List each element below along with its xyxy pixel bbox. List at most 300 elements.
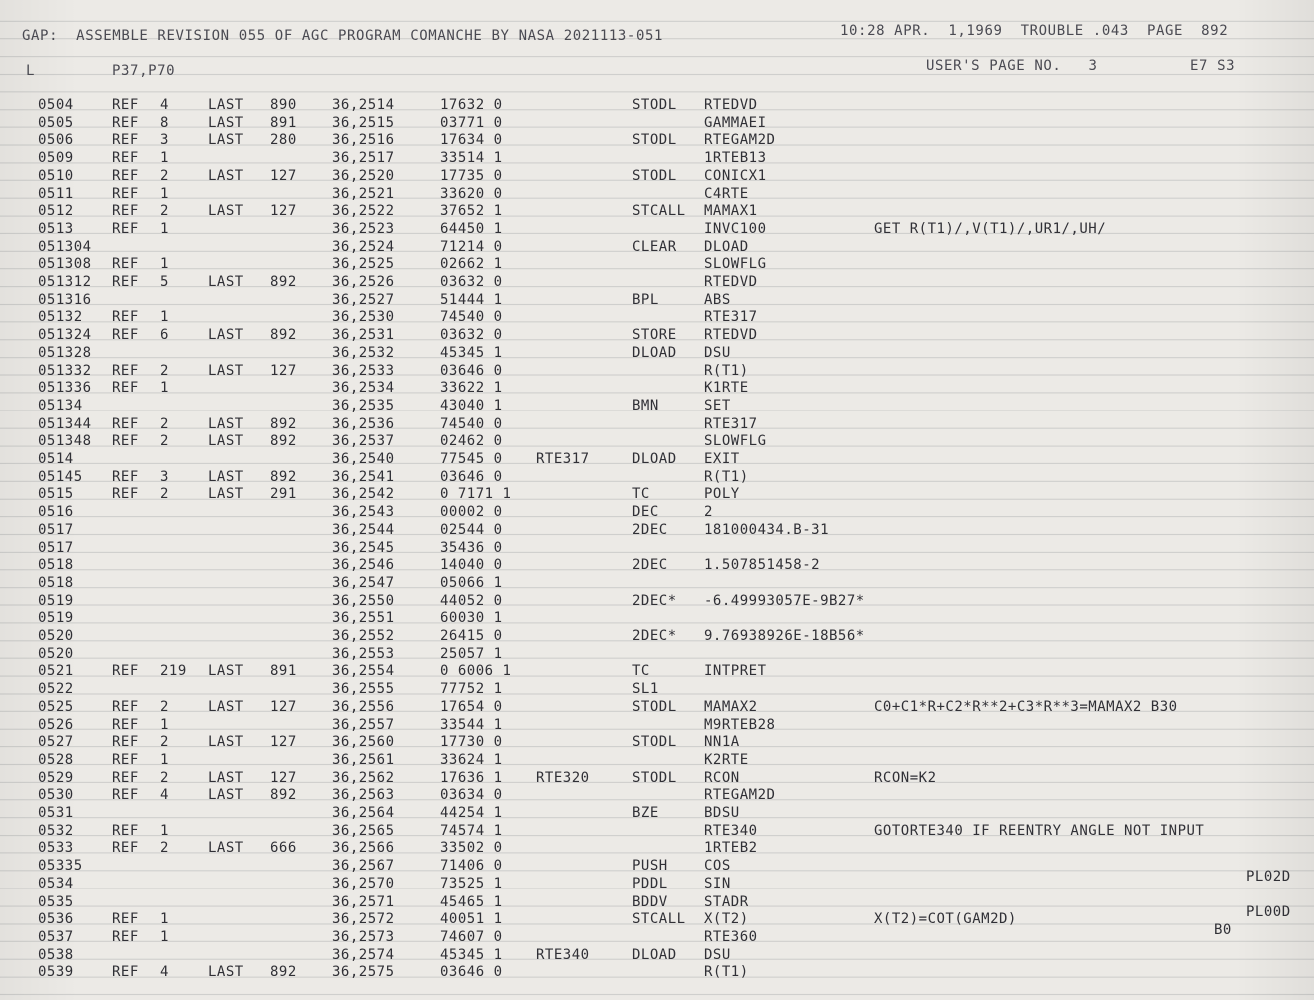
- ref-count: 2: [160, 698, 169, 715]
- line-number: 051344: [38, 415, 92, 432]
- margin-note: B0: [1214, 921, 1232, 938]
- last-page: 291: [270, 486, 297, 503]
- ref-flag: REF: [112, 663, 139, 680]
- opcode: PDDL: [632, 875, 668, 892]
- opcode: BDDV: [632, 893, 668, 910]
- line-number: 051316: [38, 291, 92, 308]
- operand: SET: [704, 397, 731, 414]
- ref-count: 1: [160, 911, 169, 928]
- last-page: 892: [270, 327, 297, 344]
- listing-row: [0, 291, 1314, 309]
- opcode: DLOAD: [632, 451, 677, 467]
- last-flag: LAST: [208, 274, 244, 290]
- octal-word: 33624 1: [440, 751, 503, 768]
- line-number: 0522: [38, 681, 74, 698]
- listing-row: [0, 468, 1314, 486]
- address: 36,2547: [332, 574, 395, 591]
- ref-count: 2: [160, 769, 169, 786]
- line-number: 0512: [38, 203, 74, 220]
- address: 36,2571: [332, 893, 395, 910]
- octal-word: 71214 0: [440, 238, 503, 255]
- header-code: E7 S3: [1190, 58, 1236, 74]
- ref-flag: REF: [112, 698, 139, 715]
- octal-word: 02544 0: [440, 521, 503, 538]
- ref-count: 5: [160, 274, 169, 290]
- octal-word: 03632 0: [440, 327, 503, 344]
- line-number: 0538: [38, 946, 74, 963]
- last-flag: LAST: [208, 964, 244, 981]
- opcode: DLOAD: [632, 344, 677, 361]
- operand: K2RTE: [704, 751, 749, 768]
- listing-row: [0, 574, 1314, 592]
- last-flag: LAST: [208, 698, 244, 715]
- ref-flag: REF: [112, 964, 139, 981]
- line-number: 0515: [38, 486, 74, 503]
- ref-flag: REF: [112, 362, 139, 379]
- octal-word: 17654 0: [440, 698, 503, 715]
- ref-count: 1: [160, 751, 169, 768]
- listing-row: [0, 485, 1314, 503]
- listing-row: [0, 273, 1314, 291]
- octal-word: 33514 1: [440, 150, 503, 167]
- last-page: 127: [270, 203, 297, 220]
- listing-row: [0, 592, 1314, 610]
- octal-word: 14040 0: [440, 557, 503, 574]
- operand: RCON: [704, 769, 740, 786]
- octal-word: 71406 0: [440, 858, 503, 875]
- line-number: 0534: [38, 875, 74, 892]
- ref-flag: REF: [112, 486, 139, 503]
- listing-row: [0, 326, 1314, 344]
- label: RTE340: [536, 946, 590, 963]
- line-number: 0518: [38, 557, 74, 574]
- margin-note: PL02D: [1246, 868, 1291, 885]
- operand: 181000434.B-31: [704, 521, 830, 538]
- line-number: 0536: [38, 911, 74, 928]
- ref-count: 2: [160, 362, 169, 379]
- comment: GOTORTE340 IF REENTRY ANGLE NOT INPUT: [874, 822, 1205, 839]
- last-page: 127: [270, 769, 297, 786]
- octal-word: 77752 1: [440, 681, 503, 698]
- ref-count: 1: [160, 928, 169, 945]
- address: 36,2545: [332, 539, 395, 556]
- line-number: 0529: [38, 769, 74, 786]
- opcode: STODL: [632, 734, 677, 751]
- octal-word: 0 7171 1: [440, 486, 512, 503]
- line-number: 0520: [38, 645, 74, 662]
- octal-word: 40051 1: [440, 911, 503, 928]
- line-number: 0520: [38, 628, 74, 644]
- operand: POLY: [704, 486, 740, 503]
- line-number: 0539: [38, 964, 74, 981]
- listing-row: [0, 910, 1314, 928]
- ref-flag: REF: [112, 150, 139, 167]
- address: 36,2566: [332, 840, 395, 857]
- address: 36,2515: [332, 114, 395, 131]
- header-program: P37,P70: [112, 63, 176, 79]
- operand: BDSU: [704, 805, 740, 821]
- last-page: 280: [270, 132, 297, 149]
- header-user-page: USER'S PAGE NO. 3: [926, 58, 1098, 74]
- opcode: STODL: [632, 769, 677, 786]
- operand: CONICX1: [704, 167, 767, 184]
- ref-flag: REF: [112, 822, 139, 839]
- operand: K1RTE: [704, 380, 749, 397]
- operand: GAMMAEI: [704, 114, 767, 131]
- ref-count: 2: [160, 167, 169, 184]
- operand: EXIT: [704, 451, 740, 467]
- opcode: DEC: [632, 504, 659, 521]
- last-flag: LAST: [208, 167, 244, 184]
- last-flag: LAST: [208, 663, 244, 680]
- octal-word: 77545 0: [440, 451, 503, 467]
- line-number: 0519: [38, 592, 74, 609]
- listing-row: [0, 627, 1314, 645]
- ref-flag: REF: [112, 97, 139, 113]
- operand: RTEDVD: [704, 274, 758, 290]
- last-page: 127: [270, 167, 297, 184]
- last-page: 127: [270, 734, 297, 751]
- opcode: STODL: [632, 97, 677, 113]
- address: 36,2550: [332, 592, 395, 609]
- octal-word: 02462 0: [440, 433, 503, 450]
- listing-row: [0, 539, 1314, 557]
- listing-row: [0, 698, 1314, 716]
- listing-row: [0, 114, 1314, 132]
- address: 36,2531: [332, 327, 395, 344]
- operand: ABS: [704, 291, 731, 308]
- listing-row: [0, 503, 1314, 521]
- address: 36,2554: [332, 663, 395, 680]
- octal-word: 64450 1: [440, 220, 503, 237]
- operand: MAMAX1: [704, 203, 758, 220]
- last-flag: LAST: [208, 415, 244, 432]
- opcode: 2DEC: [632, 557, 668, 574]
- opcode: STORE: [632, 327, 677, 344]
- ref-flag: REF: [112, 716, 139, 733]
- address: 36,2564: [332, 805, 395, 821]
- last-flag: LAST: [208, 787, 244, 804]
- listing-row: [0, 96, 1314, 114]
- line-number: 0509: [38, 150, 74, 167]
- operand: -6.49993057E-9B27*: [704, 592, 865, 609]
- line-number: 0517: [38, 539, 74, 556]
- address: 36,2537: [332, 433, 395, 450]
- opcode: 2DEC: [632, 521, 668, 538]
- octal-word: 43040 1: [440, 397, 503, 414]
- line-number: 051328: [38, 344, 92, 361]
- operand: R(T1): [704, 964, 749, 981]
- ref-flag: REF: [112, 433, 139, 450]
- last-page: 892: [270, 468, 297, 485]
- line-number: 05335: [38, 858, 83, 875]
- octal-word: 35436 0: [440, 539, 503, 556]
- address: 36,2534: [332, 380, 395, 397]
- operand: R(T1): [704, 362, 749, 379]
- octal-word: 03771 0: [440, 114, 503, 131]
- ref-flag: REF: [112, 751, 139, 768]
- listing-row: [0, 822, 1314, 840]
- line-number: 05145: [38, 468, 83, 485]
- listing-row: [0, 220, 1314, 238]
- listing-row: [0, 362, 1314, 380]
- ref-count: 1: [160, 822, 169, 839]
- last-flag: LAST: [208, 486, 244, 503]
- listing-row: [0, 521, 1314, 539]
- line-number: 0527: [38, 734, 74, 751]
- ref-count: 4: [160, 97, 169, 113]
- line-number: 0525: [38, 698, 74, 715]
- ref-flag: REF: [112, 787, 139, 804]
- operand: RTE317: [704, 309, 758, 326]
- opcode: 2DEC*: [632, 592, 677, 609]
- ref-flag: REF: [112, 928, 139, 945]
- operand: DLOAD: [704, 238, 749, 255]
- listing-row: [0, 450, 1314, 468]
- address: 36,2560: [332, 734, 395, 751]
- octal-word: 45465 1: [440, 893, 503, 910]
- line-number: 0511: [38, 185, 74, 202]
- address: 36,2542: [332, 486, 395, 503]
- address: 36,2570: [332, 875, 395, 892]
- line-number: 0513: [38, 220, 74, 237]
- label: RTE317: [536, 451, 590, 467]
- line-number: 0535: [38, 893, 74, 910]
- last-flag: LAST: [208, 769, 244, 786]
- listing-row: [0, 415, 1314, 433]
- address: 36,2561: [332, 751, 395, 768]
- operand: INTPRET: [704, 663, 767, 680]
- listing-row: [0, 238, 1314, 256]
- ref-count: 2: [160, 486, 169, 503]
- last-page: 892: [270, 415, 297, 432]
- address: 36,2523: [332, 220, 395, 237]
- line-number: 0517: [38, 521, 74, 538]
- opcode: SL1: [632, 681, 659, 698]
- octal-word: 03632 0: [440, 274, 503, 290]
- ref-count: 6: [160, 327, 169, 344]
- octal-word: 33622 1: [440, 380, 503, 397]
- last-flag: LAST: [208, 362, 244, 379]
- address: 36,2530: [332, 309, 395, 326]
- operand: DSU: [704, 946, 731, 963]
- opcode: STCALL: [632, 911, 686, 928]
- line-number: 051332: [38, 362, 92, 379]
- operand: RTE340: [704, 822, 758, 839]
- ref-flag: REF: [112, 132, 139, 149]
- label: RTE320: [536, 769, 590, 786]
- ref-flag: REF: [112, 327, 139, 344]
- address: 36,2533: [332, 362, 395, 379]
- listing-row: [0, 308, 1314, 326]
- comment: RCON=K2: [874, 769, 937, 786]
- line-number: 0516: [38, 504, 74, 521]
- operand: 1.507851458-2: [704, 557, 821, 574]
- listing-row: [0, 149, 1314, 167]
- ref-count: 1: [160, 185, 169, 202]
- address: 36,2522: [332, 203, 395, 220]
- ref-flag: REF: [112, 380, 139, 397]
- opcode: CLEAR: [632, 238, 677, 255]
- address: 36,2567: [332, 858, 395, 875]
- listing-row: [0, 397, 1314, 415]
- line-number: 051312: [38, 274, 92, 290]
- operand: 2: [704, 504, 713, 521]
- last-page: 892: [270, 964, 297, 981]
- octal-word: 17636 1: [440, 769, 503, 786]
- listing-row: [0, 202, 1314, 220]
- ref-count: 3: [160, 468, 169, 485]
- ref-count: 2: [160, 415, 169, 432]
- line-number: 051336: [38, 380, 92, 397]
- last-flag: LAST: [208, 203, 244, 220]
- opcode: STODL: [632, 132, 677, 149]
- octal-word: 17730 0: [440, 734, 503, 751]
- listing-row: [0, 344, 1314, 362]
- octal-word: 33544 1: [440, 716, 503, 733]
- address: 36,2544: [332, 521, 395, 538]
- address: 36,2543: [332, 504, 395, 521]
- address: 36,2524: [332, 238, 395, 255]
- ref-flag: REF: [112, 734, 139, 751]
- address: 36,2540: [332, 451, 395, 467]
- line-number: 0514: [38, 451, 74, 467]
- operand: DSU: [704, 344, 731, 361]
- ref-count: 1: [160, 309, 169, 326]
- ref-flag: REF: [112, 185, 139, 202]
- line-number: 0510: [38, 167, 74, 184]
- ref-count: 1: [160, 150, 169, 167]
- operand: 1RTEB2: [704, 840, 758, 857]
- operand: RTE360: [704, 928, 758, 945]
- line-number: 0533: [38, 840, 74, 857]
- octal-word: 74540 0: [440, 309, 503, 326]
- operand: RTEGAM2D: [704, 132, 776, 149]
- line-number: 0505: [38, 114, 74, 131]
- comment: C0+C1*R+C2*R**2+C3*R**3=MAMAX2 B30: [874, 698, 1178, 715]
- opcode: BZE: [632, 805, 659, 821]
- address: 36,2526: [332, 274, 395, 290]
- address: 36,2556: [332, 698, 395, 715]
- opcode: PUSH: [632, 858, 668, 875]
- listing-row: [0, 875, 1314, 893]
- line-number: 0528: [38, 751, 74, 768]
- ref-count: 219: [160, 663, 187, 680]
- ref-count: 1: [160, 220, 169, 237]
- listing-row: [0, 751, 1314, 769]
- operand: 1RTEB13: [704, 150, 767, 167]
- ref-flag: REF: [112, 220, 139, 237]
- line-number: 0537: [38, 928, 74, 945]
- line-number: 051308: [38, 256, 92, 273]
- ref-count: 2: [160, 734, 169, 751]
- opcode: STODL: [632, 698, 677, 715]
- address: 36,2552: [332, 628, 395, 644]
- header-title: GAP: ASSEMBLE REVISION 055 OF AGC PROGRAM COMANCHE BY NASA 2021113-051: [22, 28, 664, 44]
- listing-row: [0, 556, 1314, 574]
- line-number: 051324: [38, 327, 92, 344]
- operand: X(T2): [704, 911, 749, 928]
- opcode: 2DEC*: [632, 628, 677, 644]
- octal-word: 44052 0: [440, 592, 503, 609]
- octal-word: 60030 1: [440, 610, 503, 627]
- octal-word: 00002 0: [440, 504, 503, 521]
- address: 36,2553: [332, 645, 395, 662]
- address: 36,2563: [332, 787, 395, 804]
- octal-word: 03634 0: [440, 787, 503, 804]
- address: 36,2573: [332, 928, 395, 945]
- ref-count: 8: [160, 114, 169, 131]
- opcode: STODL: [632, 167, 677, 184]
- ref-flag: REF: [112, 114, 139, 131]
- operand: R(T1): [704, 468, 749, 485]
- line-number: 0530: [38, 787, 74, 804]
- operand: MAMAX2: [704, 698, 758, 715]
- operand: SIN: [704, 875, 731, 892]
- octal-word: 73525 1: [440, 875, 503, 892]
- ref-flag: REF: [112, 203, 139, 220]
- listing-row: [0, 893, 1314, 911]
- listing-row: [0, 733, 1314, 751]
- opcode: STCALL: [632, 203, 686, 220]
- last-page: 890: [270, 97, 297, 113]
- line-number: 0518: [38, 574, 74, 591]
- ref-count: 1: [160, 716, 169, 733]
- ref-count: 2: [160, 433, 169, 450]
- address: 36,2572: [332, 911, 395, 928]
- line-number: 0531: [38, 805, 74, 821]
- ref-flag: REF: [112, 274, 139, 290]
- operand: SLOWFLG: [704, 256, 767, 273]
- last-flag: LAST: [208, 132, 244, 149]
- listing-row: [0, 716, 1314, 734]
- address: 36,2557: [332, 716, 395, 733]
- ref-count: 1: [160, 256, 169, 273]
- header-l: L: [26, 63, 36, 79]
- listing-row: [0, 167, 1314, 185]
- operand: COS: [704, 858, 731, 875]
- listing-row: [0, 379, 1314, 397]
- listing-row: [0, 255, 1314, 273]
- octal-word: 03646 0: [440, 362, 503, 379]
- octal-word: 17632 0: [440, 97, 503, 113]
- last-page: 127: [270, 698, 297, 715]
- last-flag: LAST: [208, 433, 244, 450]
- listing-row: [0, 662, 1314, 680]
- opcode: BMN: [632, 397, 659, 414]
- ref-flag: REF: [112, 309, 139, 326]
- line-number: 0521: [38, 663, 74, 680]
- address: 36,2565: [332, 822, 395, 839]
- ref-count: 4: [160, 787, 169, 804]
- address: 36,2536: [332, 415, 395, 432]
- octal-word: 03646 0: [440, 964, 503, 981]
- address: 36,2527: [332, 291, 395, 308]
- listing-row: [0, 680, 1314, 698]
- last-flag: LAST: [208, 327, 244, 344]
- line-number: 05132: [38, 309, 83, 326]
- ref-flag: REF: [112, 167, 139, 184]
- line-number: 0532: [38, 822, 74, 839]
- octal-word: 26415 0: [440, 628, 503, 644]
- operand: STADR: [704, 893, 749, 910]
- address: 36,2574: [332, 946, 395, 963]
- octal-word: 37652 1: [440, 203, 503, 220]
- octal-word: 74607 0: [440, 928, 503, 945]
- opcode: TC: [632, 663, 650, 680]
- last-flag: LAST: [208, 114, 244, 131]
- last-page: 892: [270, 274, 297, 290]
